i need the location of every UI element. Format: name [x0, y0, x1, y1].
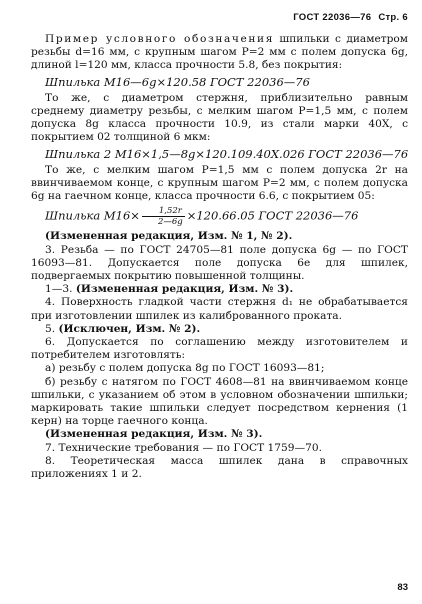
edit-note-1: (Измененная редакция, Изм. № 1, № 2).: [45, 230, 293, 243]
item-6: 6. Допускается по соглашению между изготовителем и потребителем изготовлять:: [31, 336, 408, 362]
formula3-prefix: Шпилька М16×: [45, 208, 140, 223]
item-8: 8. Теоретическая масса шпилек дана в справочных приложениях 1 и 2.: [31, 454, 408, 481]
example-lead: Пример условного обозначения: [45, 33, 274, 45]
page-number: 83: [397, 582, 408, 593]
item-7: 7. Технические требования — по ГОСТ 1759—70.: [45, 441, 322, 454]
fraction-numerator: 1,52r: [142, 206, 185, 217]
item-5: [31, 323, 408, 336]
item-4: 4. Поверхность гладкой части стержня d₁ не обрабатывается при изготовлении шпилек из калиброванного проката.: [31, 296, 408, 322]
page-header: [293, 12, 408, 23]
edit-note-3: (Измененная редакция, Изм. № 3).: [45, 428, 263, 441]
document-body: [31, 33, 408, 481]
item-5-note: (Исключен, Изм. № 2).: [58, 322, 201, 335]
paragraph-fine-pitch: То же, с диаметром стержня, приблизительно равным среднему диаметру резьбы, с мелким шагом P=1,5 мм, с полем допуска 8g класса прочности 10.9, из стали марки 40Х, с покрытием 02 толщиной 6 мкм:: [31, 91, 408, 144]
designation-formula-3: [31, 206, 408, 227]
standard-code: ГОСТ 22036—76: [293, 12, 372, 23]
example-paragraph: [31, 33, 408, 73]
item-3: 3. Резьба — по ГОСТ 24705—81 поле допуска 6g — по ГОСТ 16093—81. Допускается поле допуска 6е для шпилек, подвергаемых покрытию повышенной толщины.: [31, 243, 408, 283]
formula3-suffix: ×120.66.05 ГОСТ 22036—76: [186, 208, 359, 223]
item-6a: а) резьбу с полем допуска 8g по ГОСТ 16093—81;: [45, 362, 325, 375]
item-1-3: [31, 283, 408, 296]
paragraph-tolerance: То же, с мелким шагом P=1,5 мм с полем допуска 2r на ввинчиваемом конце, с крупным шагом P=2 мм, с полем допуска 6g на гаечном конце, класса прочности 6.6, с покрытием 05:: [31, 163, 408, 203]
designation-formula-2: Шпилька 2 М16×1,5—8g×120.109.40Х.026 ГОСТ 22036—76: [45, 146, 409, 161]
item-1-3-note: (Измененная редакция, Изм. № 3).: [75, 283, 294, 296]
page-label: Стр. 6: [378, 12, 408, 23]
item-5-number: 5.: [45, 322, 59, 335]
designation-formula-1: Шпилька М16—6g×120.58 ГОСТ 22036—76: [45, 74, 310, 89]
example-text: шпильки с диаметром резьбы d=16 мм, с крупным шагом P=2 мм с полем допуска 6g, длиной l=120 мм, класса прочности 5.8, без покрытия:: [31, 33, 408, 72]
item-1-3-number: 1—3.: [45, 283, 76, 296]
item-6b: б) резьбу с натягом по ГОСТ 4608—81 на ввинчиваемом конце шпильки, с указанием об этом в условном обозначении шпильки; маркировать такие шпильки следует посредством кернения (1 керн) на торце гаечного конца.: [31, 375, 408, 428]
formula3-fraction: [142, 206, 185, 227]
fraction-denominator: 2—6g: [157, 217, 183, 228]
